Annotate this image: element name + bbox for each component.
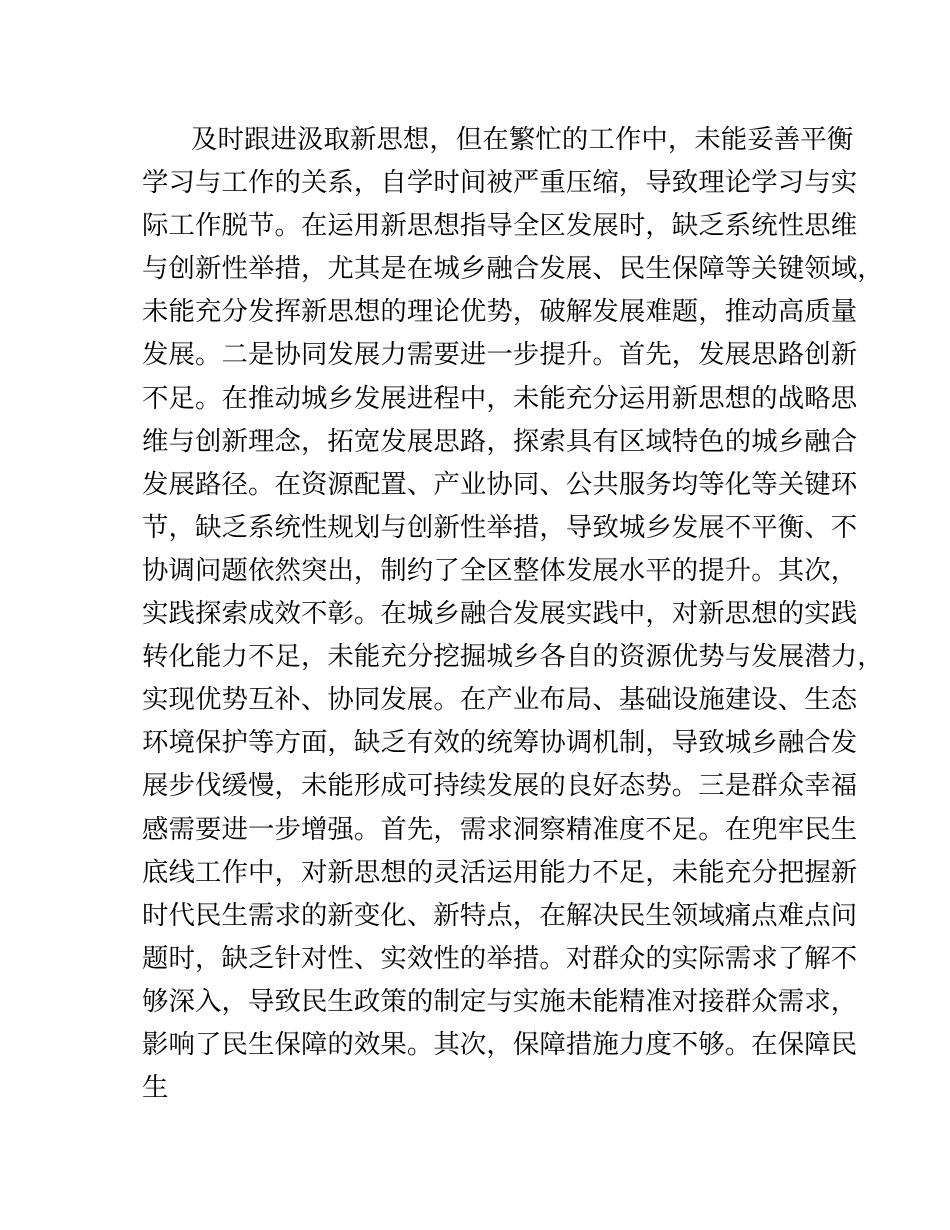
text-line: 感需要进一步增强。首先，需求洞察精准度不足。在兜牢民生 [142,813,858,845]
text-line: 维与创新理念，拓宽发展思路，探索具有区域特色的城乡融合 [142,425,858,457]
text-line: 实现优势互补、协同发展。在产业布局、基础设施建设、生态 [142,684,858,716]
text-line: 节，缺乏系统性规划与创新性举措，导致城乡发展不平衡、不 [142,511,858,543]
text-line: 与创新性举措，尤其是在城乡融合发展、民生保障等关键领域， [142,253,884,285]
text-line: 发展。二是协同发展力需要进一步提升。首先，发展思路创新 [142,339,858,371]
text-line: 题时，缺乏针对性、实效性的举措。对群众的实际需求了解不 [142,942,858,974]
body-paragraph [142,118,884,1109]
text-line: 及时跟进汲取新思想，但在繁忙的工作中，未能妥善平衡 [191,124,854,155]
text-line: 展步伐缓慢，未能形成可持续发展的良好态势。三是群众幸福 [142,770,858,802]
text-line: 不足。在推动城乡发展进程中，未能充分运用新思想的战略思 [142,382,858,414]
text-line: 生 [142,1072,169,1104]
text-line: 实践探索成效不彰。在城乡融合发展实践中，对新思想的实践 [142,598,858,630]
text-line: 发展路径。在资源配置、产业协同、公共服务均等化等关键环 [142,468,858,500]
text-line: 时代民生需求的新变化、新特点，在解决民生领域痛点难点问 [142,899,858,931]
text-line: 学习与工作的关系，自学时间被严重压缩，导致理论学习与实 [142,167,858,199]
text-line: 未能充分发挥新思想的理论优势，破解发展难题，推动高质量 [142,296,858,328]
text-line: 环境保护等方面，缺乏有效的统筹协调机制，导致城乡融合发 [142,727,858,759]
text-line: 转化能力不足，未能充分挖掘城乡各自的资源优势与发展潜力， [142,641,884,673]
text-line: 影响了民生保障的效果。其次，保障措施力度不够。在保障民 [142,1028,858,1060]
text-line: 底线工作中，对新思想的灵活运用能力不足，未能充分把握新 [142,856,858,888]
text-line: 际工作脱节。在运用新思想指导全区发展时，缺乏系统性思维 [142,210,858,242]
text-line: 协调问题依然突出，制约了全区整体发展水平的提升。其次， [142,554,858,586]
text-line: 够深入，导致民生政策的制定与实施未能精准对接群众需求， [142,985,858,1017]
